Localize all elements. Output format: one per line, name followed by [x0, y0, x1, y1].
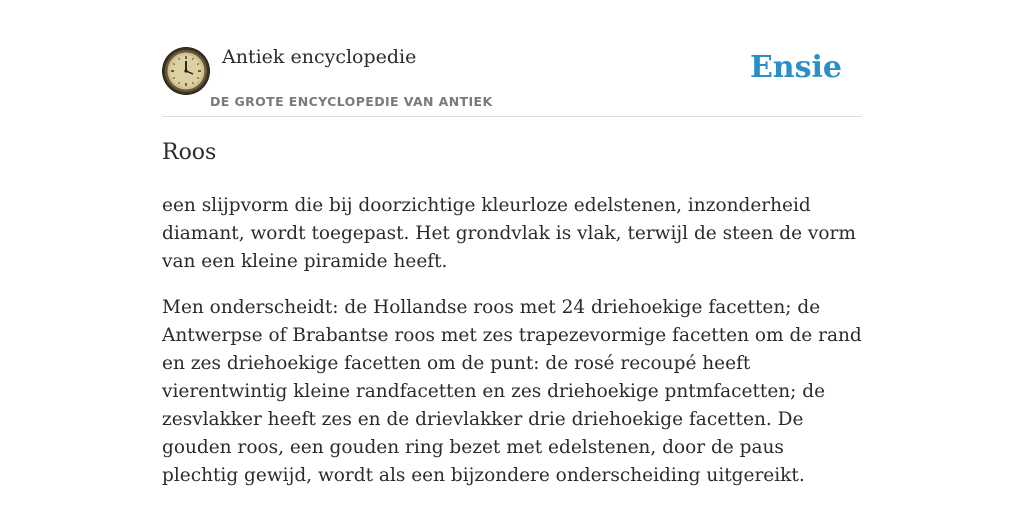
brand-logo[interactable]: Ensie — [749, 50, 842, 85]
page — [162, 0, 862, 486]
article-body — [162, 192, 862, 508]
antique-clock-icon[interactable] — [162, 47, 210, 95]
site-subtitle: DE GROTE ENCYCLOPEDIE VAN ANTIEK — [210, 94, 493, 109]
site-title[interactable]: Antiek encyclopedie — [222, 46, 417, 68]
article-title: Roos — [162, 140, 217, 165]
article-paragraph: een slijpvorm die bij doorzichtige kleurloze edelstenen, inzonderheid diamant, wordt toegepast. Het grondvlak is vlak, terwijl de steen de vorm van een kleine piramide heeft. — [162, 195, 856, 272]
site-header — [162, 0, 862, 117]
article-paragraph: Men onderscheidt: de Hollandse roos met 24 driehoekige facetten; de Antwerpse of Brabantse roos met zes trapezevormige facetten om de rand en zes driehoekige facetten om de punt: de rosé recoupé heeft vierentwintig kleine randfacetten en zes driehoekige pntmfacetten; de zesvlakker heeft zes en de drievlakker drie driehoekige facetten. De gouden roos, een gouden ring bezet met edelstenen, door de paus plechtig gewijd, wordt als een bijzondere onderscheiding uitgereikt. — [162, 297, 862, 486]
